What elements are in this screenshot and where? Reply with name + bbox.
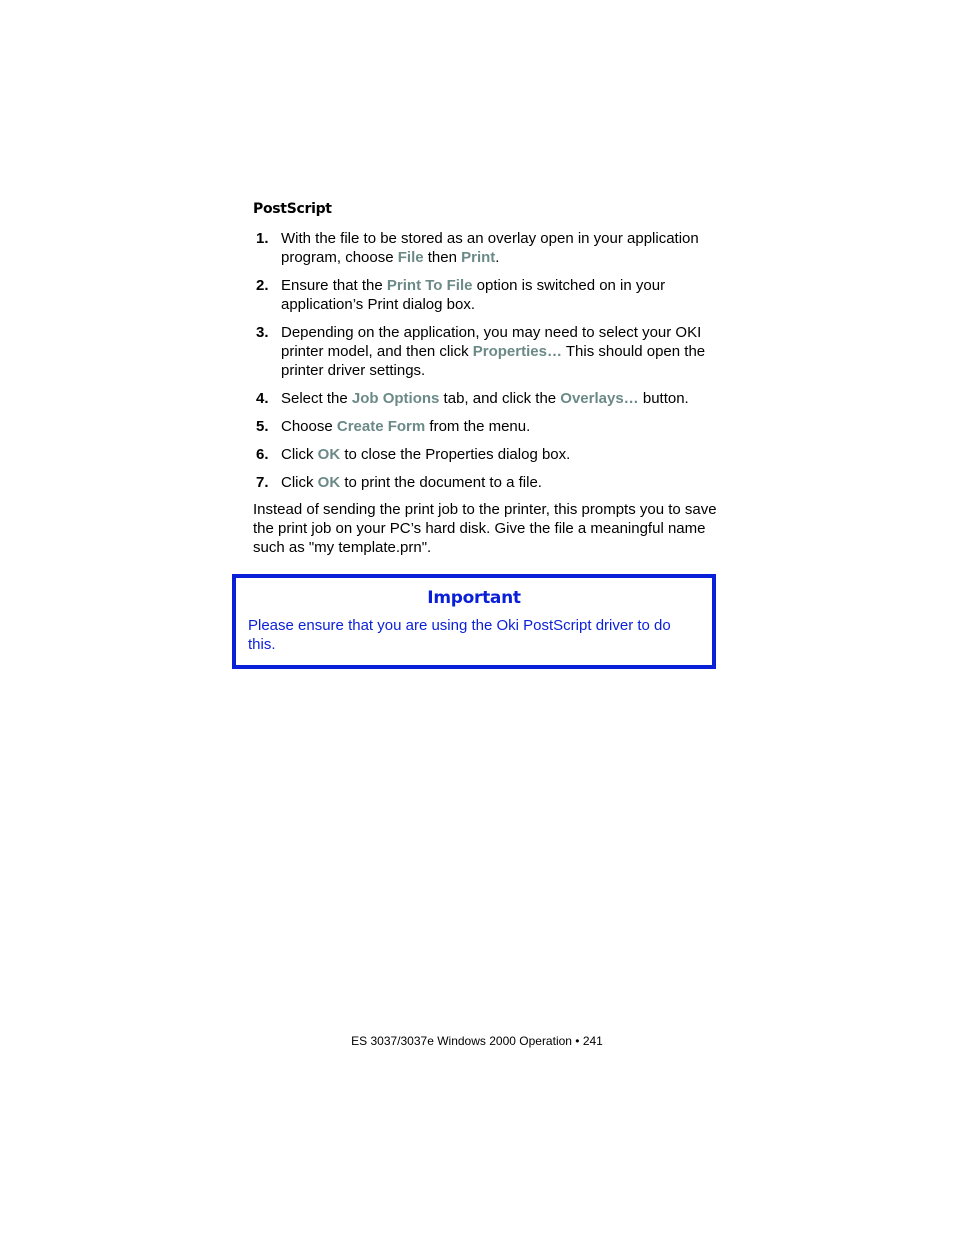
step-number: 5. — [256, 418, 269, 435]
step-text: Click — [281, 446, 318, 463]
ui-term: Overlays… — [560, 390, 639, 407]
important-title: Important — [427, 588, 521, 608]
ui-term: Create Form — [336, 418, 426, 435]
step-text: to print the document to a file. — [340, 474, 542, 491]
step-text: With the file to be stored as an overlay open in your application program, choose — [281, 230, 699, 266]
ui-term: Print To File — [386, 277, 473, 294]
step-text: Select the — [281, 390, 352, 407]
section-heading: PostScript — [253, 201, 332, 217]
step-text: This should open the printer driver settings. — [281, 343, 706, 379]
step-number: 7. — [256, 474, 269, 491]
list-item — [256, 276, 726, 314]
ui-term: Job Options — [351, 390, 440, 407]
important-notice-box — [232, 574, 716, 669]
ui-term: Print — [461, 249, 496, 266]
step-number: 2. — [256, 277, 269, 294]
list-item — [256, 445, 726, 464]
step-number: 6. — [256, 446, 269, 463]
step-text: Depending on the application, you may need to select your OKI printer model, and then click — [281, 324, 702, 360]
step-text: button. — [638, 390, 689, 407]
list-item — [256, 323, 726, 380]
step-text: to close the Properties dialog box. — [340, 446, 571, 463]
list-item — [256, 229, 726, 267]
step-text: option is switched on in your application’s Print dialog box. — [281, 277, 666, 313]
body-paragraph: Instead of sending the print job to the printer, this prompts you to save the print job on your PC’s hard disk. Give the file a meaningful name such as "my template.prn". — [253, 501, 717, 556]
step-text: Choose — [281, 418, 337, 435]
step-number: 1. — [256, 230, 269, 247]
important-text: Please ensure that you are using the Oki PostScript driver to do this. — [248, 617, 671, 653]
step-text: from the menu. — [425, 418, 531, 435]
step-text: . — [495, 249, 500, 266]
step-text: Click — [281, 474, 318, 491]
list-item — [256, 417, 726, 436]
steps-list — [256, 229, 726, 501]
page-footer: ES 3037/3037e Windows 2000 Operation • 241 — [351, 1034, 603, 1048]
ui-term: Properties… — [472, 343, 562, 360]
ui-term: OK — [317, 446, 341, 463]
step-text: Ensure that the — [281, 277, 387, 294]
step-number: 3. — [256, 324, 269, 341]
step-number: 4. — [256, 390, 269, 407]
list-item — [256, 389, 726, 408]
ui-term: OK — [317, 474, 341, 491]
list-item — [256, 473, 726, 492]
step-text: then — [423, 249, 462, 266]
step-text: tab, and click the — [439, 390, 561, 407]
ui-term: File — [397, 249, 424, 266]
